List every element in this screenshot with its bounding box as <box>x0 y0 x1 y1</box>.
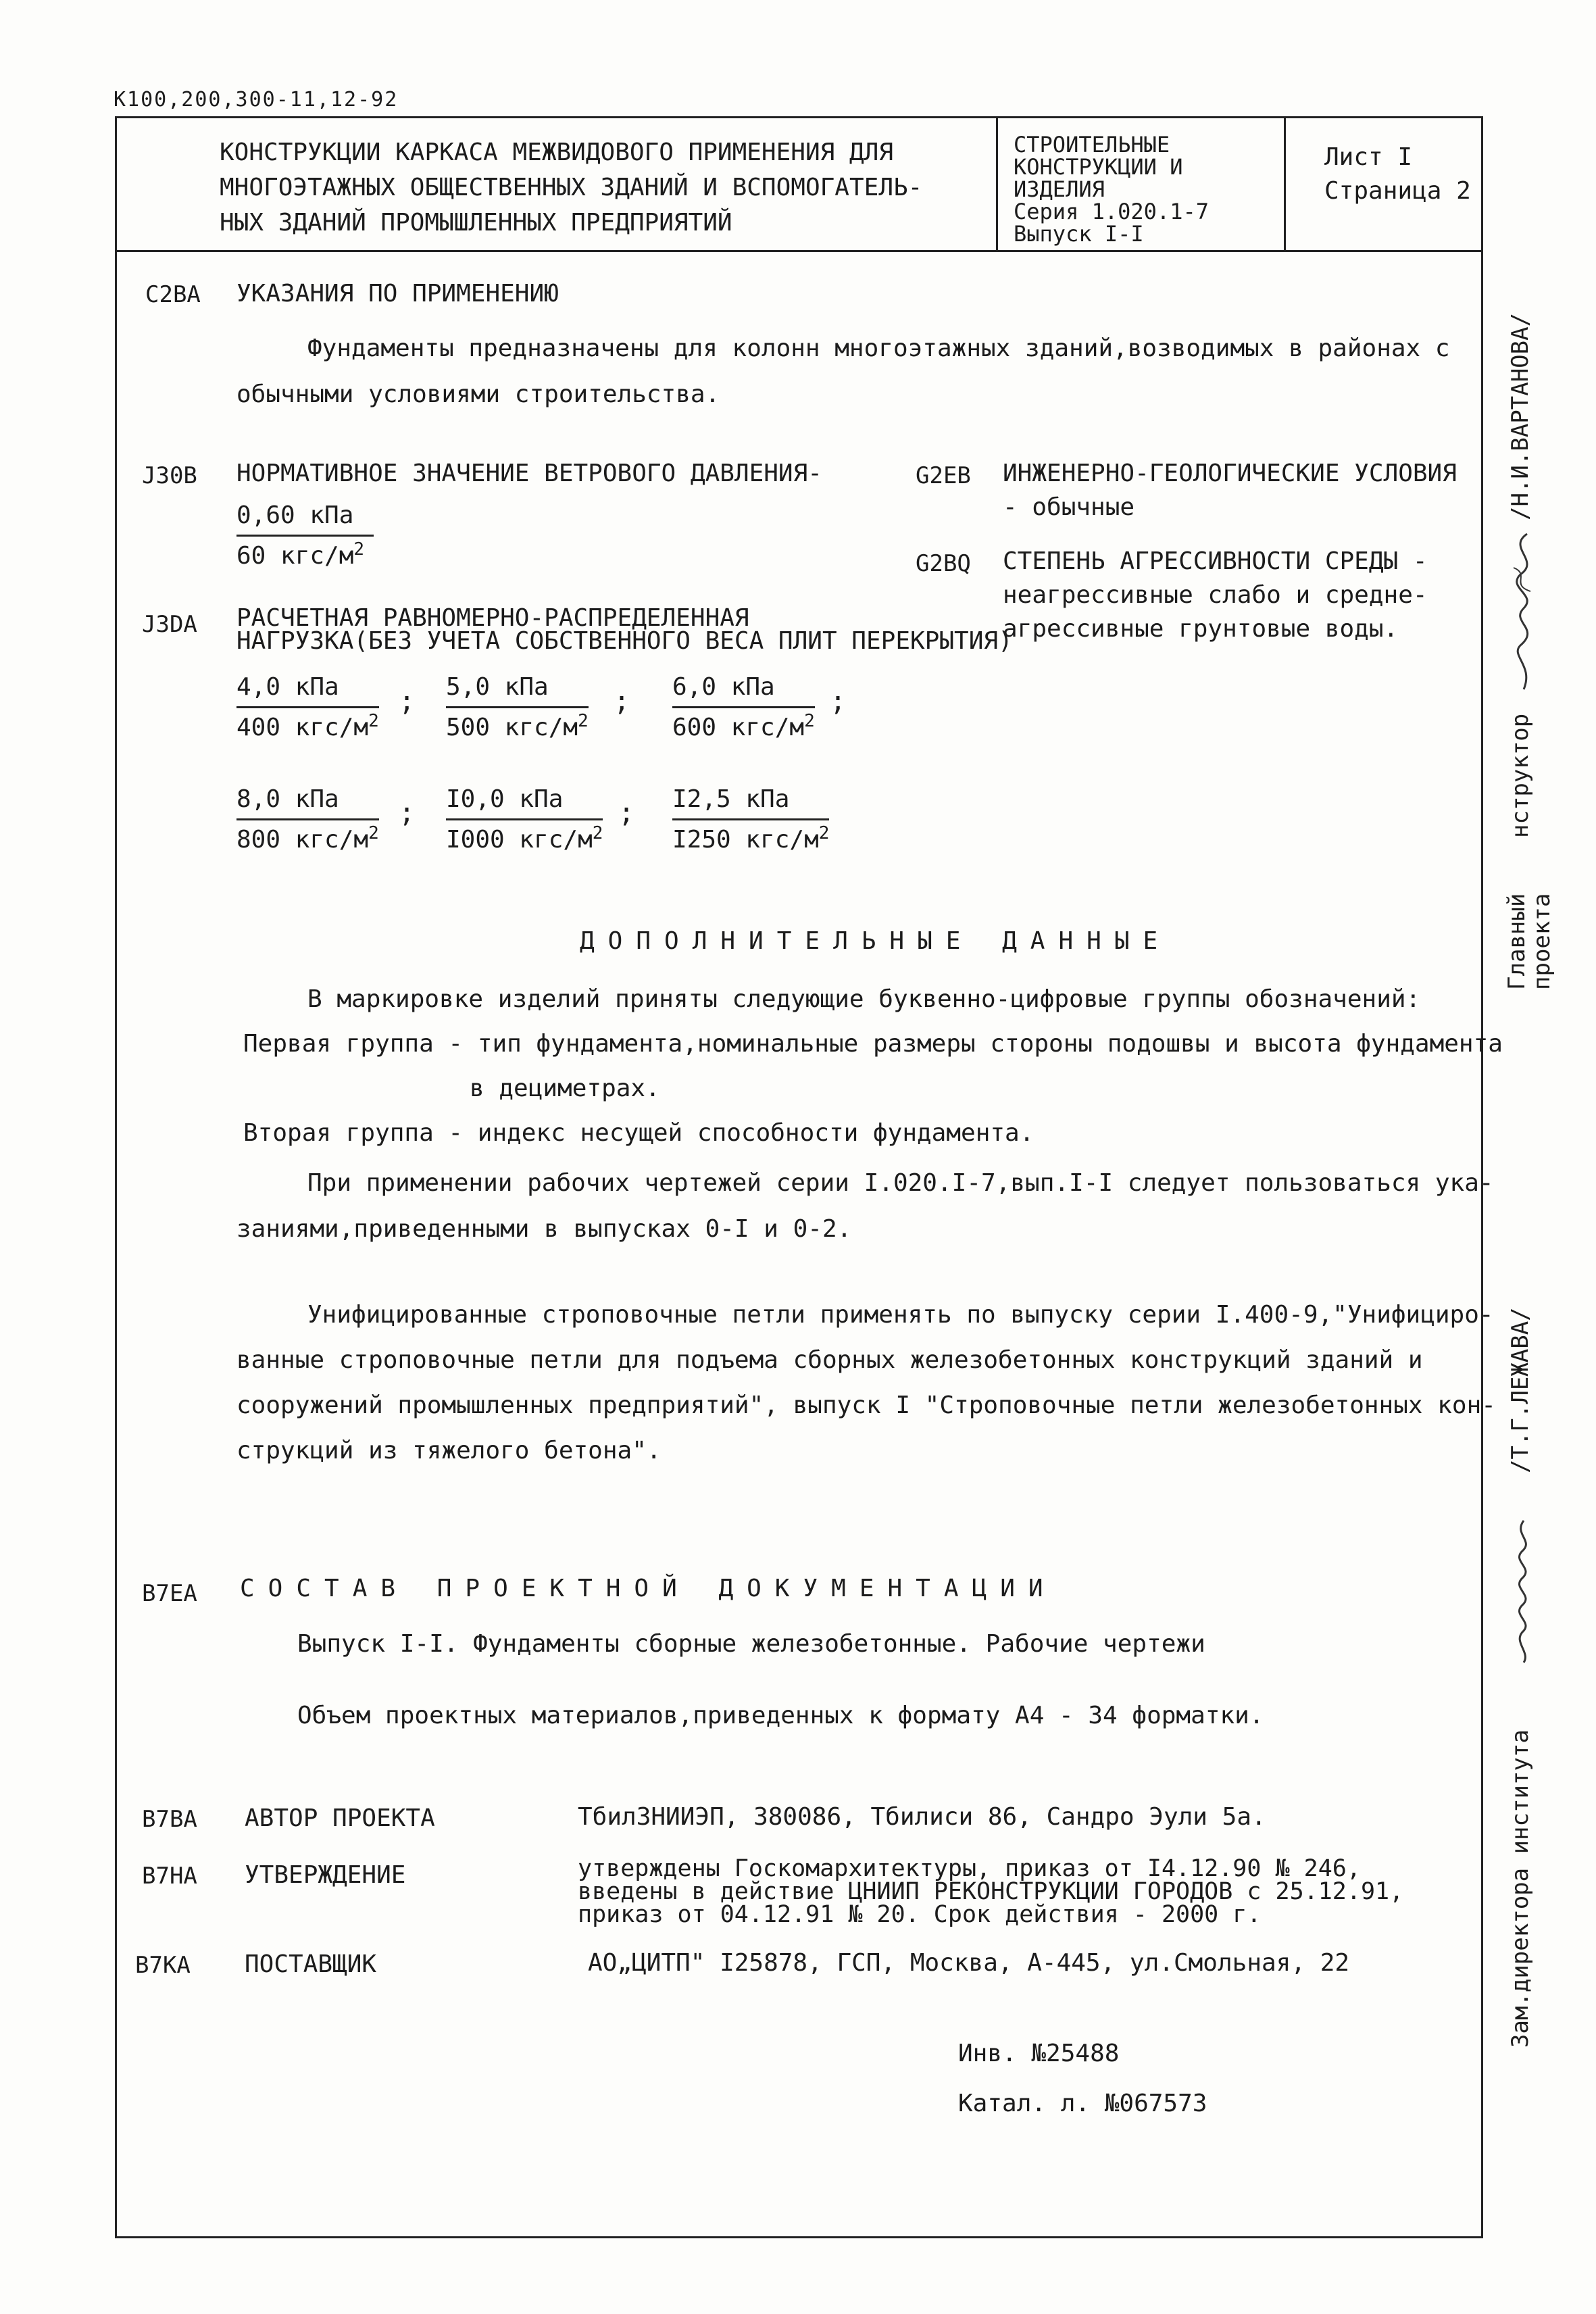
field-code-j30b: J30B <box>142 462 197 489</box>
series-line: Серия 1.020.1-7 <box>1014 199 1209 224</box>
load-value <box>672 673 815 741</box>
wind-pressure-heading: НОРМАТИВНОЕ ЗНАЧЕНИЕ ВЕТРОВОГО ДАВЛЕНИЯ- <box>236 460 822 487</box>
aggressiveness-line-3: агрессивные грунтовые воды. <box>1003 615 1399 643</box>
load-kgf: 500 кгс/$м^2$ <box>446 711 589 741</box>
load-separator: ; <box>399 797 416 829</box>
field-code-g2eb: G2EB <box>916 462 971 489</box>
marking-group-1: Первая группа - тип фундамента,номинальные размеры стороны подошвы и высота фундамента <box>243 1030 1503 1058</box>
load-kpa: 5,0 кПа <box>446 673 589 708</box>
header-divider <box>115 250 1483 252</box>
catalog-number: Катал. л. №067573 <box>958 2090 1207 2117</box>
series-line: КОНСТРУКЦИИ И <box>1014 154 1183 180</box>
load-heading-1: РАСЧЕТНАЯ РАВНОМЕРНО-РАСПРЕДЕЛЕННАЯ <box>236 604 749 632</box>
constructor-name: /Н.И.ВАРТАНОВА/ <box>1507 312 1534 520</box>
field-code-b7ea: B7EA <box>142 1580 197 1607</box>
load-value <box>446 673 589 741</box>
series-line: СТРОИТЕЛЬНЫЕ <box>1014 132 1170 157</box>
approval-line: утверждены Госкомархитектуры, приказ от I4.12.90 № 246, <box>578 1855 1361 1882</box>
load-value <box>446 785 603 854</box>
wind-pressure-kgf: 60 кгс/$м^2$ <box>236 539 365 570</box>
load-separator: ; <box>614 686 630 717</box>
load-kgf: I250 кгс/$м^2$ <box>672 823 830 854</box>
header-title <box>220 135 922 241</box>
load-heading-2: НАГРУЗКА(БЕЗ УЧЕТА СОБСТВЕННОГО ВЕСА ПЛИТ ПЕРЕКРЫТИЯ) <box>236 627 1013 655</box>
series-line: Выпуск I-I <box>1014 221 1144 247</box>
series-line: ИЗДЕЛИЯ <box>1014 176 1105 202</box>
author-value: ТбилЗНИИЭП, 380086, Тбилиси 86, Сандро Эули 5а. <box>578 1803 1266 1831</box>
usage-heading: УКАЗАНИЯ ПО ПРИМЕНЕНИЮ <box>236 280 559 307</box>
field-code-b7ha: B7HA <box>142 1863 197 1890</box>
load-value <box>236 785 379 854</box>
usage-text-1: Фундаменты предназначены для колонн многоэтажных зданий,возводимых в районах с <box>307 335 1450 362</box>
usage-note-2: заниями,приведенными в выпусках 0-I и 0-2. <box>236 1215 852 1243</box>
wind-pressure-value <box>236 501 374 570</box>
loops-text-4: струкций из тяжелого бетона". <box>236 1437 662 1464</box>
constructor-signature <box>1500 527 1547 696</box>
field-code-b7ba: B7BA <box>142 1806 197 1833</box>
header-title-line: МНОГОЭТАЖНЫХ ОБЩЕСТВЕННЫХ ЗДАНИЙ И ВСПОМОГАТЕЛЬ- <box>220 174 923 201</box>
chief-title <box>1505 893 1528 990</box>
load-kpa: I2,5 кПа <box>672 785 829 820</box>
load-kgf: 600 кгс/$м^2$ <box>672 711 815 741</box>
inventory-number: Инв. №25488 <box>958 2040 1120 2067</box>
documentation-heading: СОСТАВ ПРОЕКТНОЙ ДОКУМЕНТАЦИИ <box>240 1575 1057 1602</box>
approval-text <box>578 1857 1403 1926</box>
load-separator: ; <box>399 686 416 717</box>
load-kpa: I0,0 кПа <box>446 785 603 820</box>
header-title-line: КОНСТРУКЦИИ КАРКАСА МЕЖВИДОВОГО ПРИМЕНЕНИЯ ДЛЯ <box>220 139 893 166</box>
deputy-signature <box>1503 1514 1544 1669</box>
loops-text-2: ванные строповочные петли для подъема сборных железобетонных конструкций зданий и <box>236 1346 1423 1374</box>
approval-line: приказ от 04.12.91 № 20. Срок действия - 2000 г. <box>578 1901 1262 1928</box>
chief-title-2: проекта <box>1528 893 1555 990</box>
header-divider-2 <box>1284 116 1286 250</box>
header-title-line: НЫХ ЗДАНИЙ ПРОМЫШЛЕННЫХ ПРЕДПРИЯТИЙ <box>220 209 732 237</box>
constructor-role: нструктор <box>1507 713 1534 838</box>
sheet-number: Лист I <box>1324 143 1413 171</box>
header-series <box>1014 134 1209 245</box>
load-value <box>672 785 829 854</box>
field-code-g2bq: G2BQ <box>916 550 971 577</box>
approval-label: УТВЕРЖДЕНИЕ <box>245 1861 406 1889</box>
marking-group-2: Вторая группа - индекс несущей способности фундамента. <box>243 1119 1034 1147</box>
page-number: Страница 2 <box>1324 177 1471 205</box>
usage-note-1: При применении рабочих чертежей серии I.020.I-7,вып.I-I следует пользоваться ука- <box>307 1169 1494 1197</box>
load-separator: ; <box>618 797 635 829</box>
approval-line: введены в действие ЦНИИП РЕКОНСТРУКЦИИ ГОРОДОВ с 25.12.91, <box>578 1878 1404 1905</box>
header-divider-1 <box>996 116 998 250</box>
deputy-name: /Т.Г.ЛЕЖАВА/ <box>1507 1307 1534 1473</box>
field-code-b7ka: B7KA <box>135 1952 191 1979</box>
load-kgf: 800 кгс/$м^2$ <box>236 823 379 854</box>
usage-text-2: обычными условиями строительства. <box>236 380 720 408</box>
aggressiveness-heading: СТЕПЕНЬ АГРЕССИВНОСТИ СРЕДЫ - <box>1003 547 1428 575</box>
loops-text-1: Унифицированные строповочные петли применять по выпуску серии I.400-9,"Унифициро- <box>307 1301 1494 1329</box>
supplier-label: ПОСТАВЩИК <box>245 1950 377 1978</box>
additional-data-heading: ДОПОЛНИТЕЛЬНЫЕ ДАННЫЕ <box>580 927 1172 955</box>
supplier-value: АО„ЦИТП" I25878, ГСП, Москва, А-445, ул.Смольная, 22 <box>588 1949 1350 1977</box>
load-kpa: 4,0 кПа <box>236 673 379 708</box>
load-kgf: I000 кгс/$м^2$ <box>446 823 603 854</box>
wind-pressure-kpa: 0,60 кПа <box>236 501 374 537</box>
load-kpa: 6,0 кПа <box>672 673 815 708</box>
aggressiveness-line-2: неагрессивные слабо и средне- <box>1003 581 1428 609</box>
marking-intro: В маркировке изделий приняты следующие буквенно-цифровые группы обозначений: <box>307 985 1421 1013</box>
geology-heading: ИНЖЕНЕРНО-ГЕОЛОГИЧЕСКИЕ УСЛОВИЯ <box>1003 460 1457 487</box>
documentation-line-2: Объем проектных материалов,приведенных к формату А4 - 34 форматки. <box>297 1702 1264 1729</box>
loops-text-3: сооружений промышленных предприятий", выпуск I "Строповочные петли железобетонных кон- <box>236 1392 1496 1419</box>
load-kpa: 8,0 кПа <box>236 785 379 820</box>
author-label: АВТОР ПРОЕКТА <box>245 1804 435 1832</box>
deputy-role: Зам.директора института <box>1507 1729 1534 2048</box>
load-kgf: 400 кгс/$м^2$ <box>236 711 379 741</box>
chief-title-line-1: Главный <box>1503 893 1530 990</box>
documentation-line-1: Выпуск I-I. Фундаменты сборные железобетонные. Рабочие чертежи <box>297 1630 1205 1658</box>
marking-group-1-cont: в дециметрах. <box>470 1075 660 1102</box>
geology-value: - обычные <box>1003 493 1135 521</box>
load-separator: ; <box>830 686 847 717</box>
load-value <box>236 673 379 741</box>
field-code-c2ba: C2BA <box>145 281 201 308</box>
document-code: К100,200,300-11,12-92 <box>114 88 399 112</box>
field-code-j3da: J3DA <box>142 611 197 638</box>
